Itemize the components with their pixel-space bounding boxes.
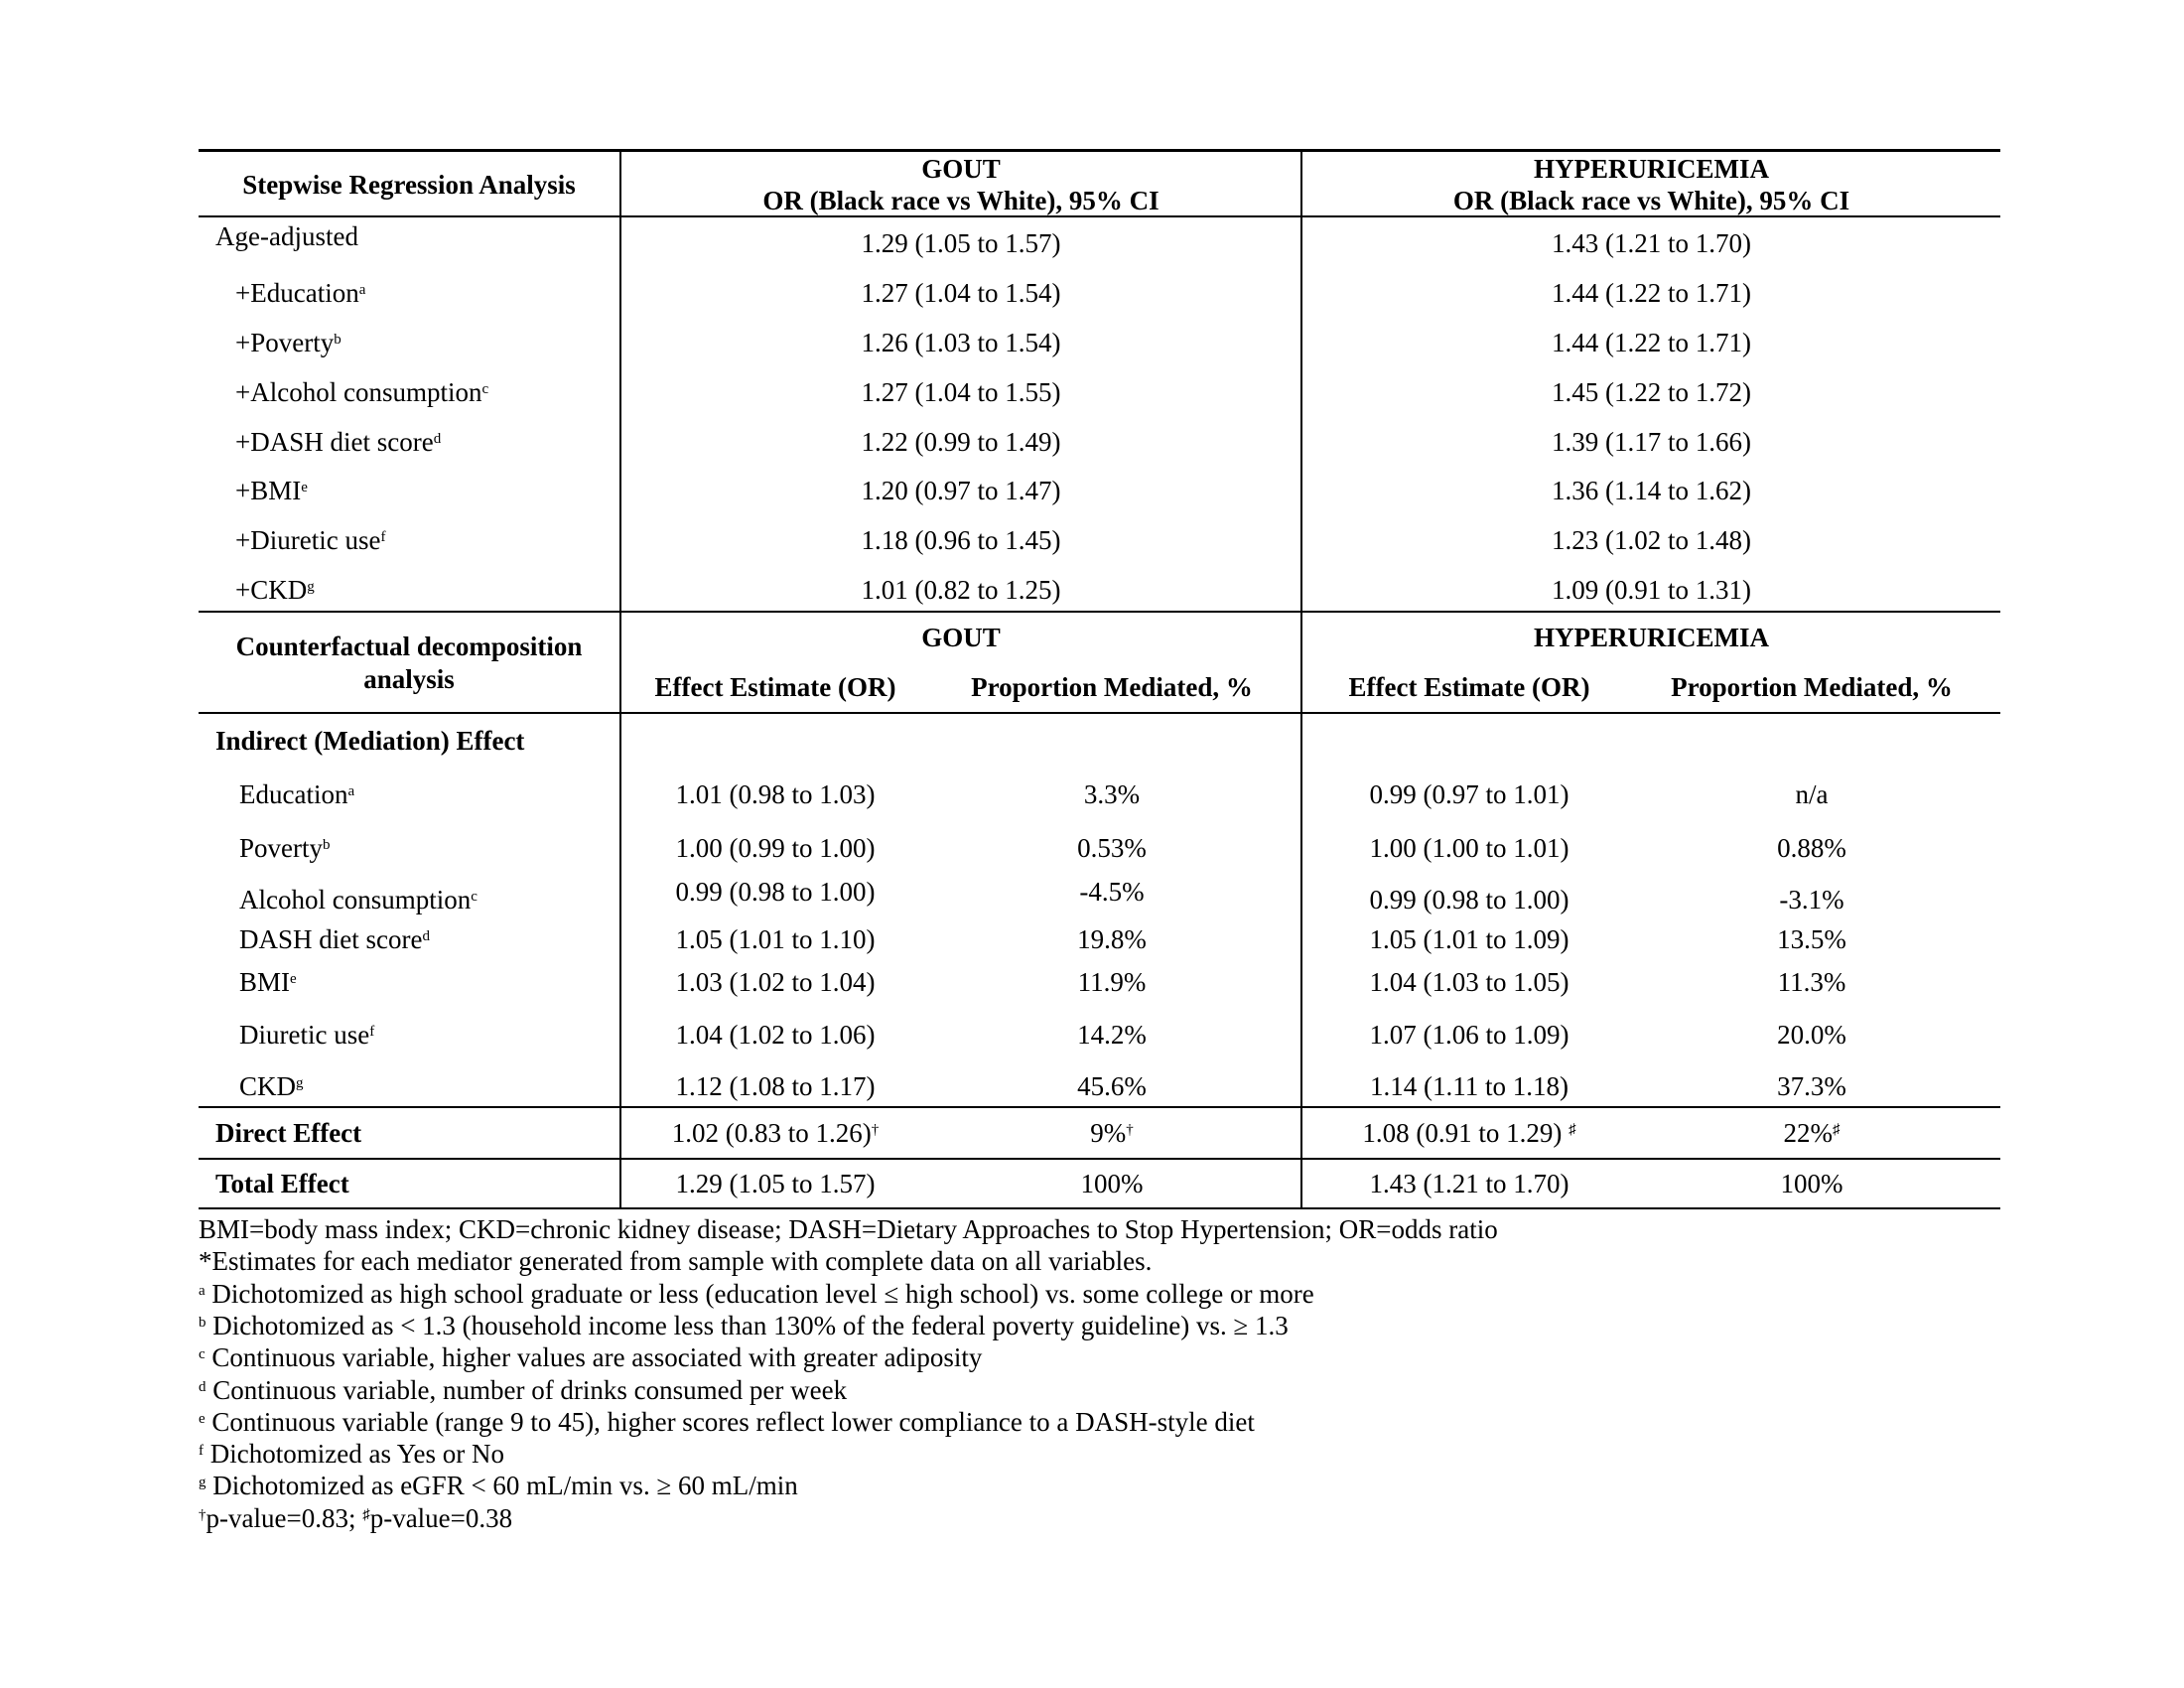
mediation-row-gout-est: 1.12 (1.08 to 1.17): [675, 1071, 876, 1101]
hyper-subtitle-1: OR (Black race vs White), 95% CI: [1452, 186, 1850, 215]
row-label-footnote-mark: c: [481, 381, 489, 397]
footnote-line: [199, 1245, 1152, 1277]
stepwise-row-label: [235, 524, 385, 556]
row-label-text: +Alcohol consumption: [235, 377, 482, 407]
stepwise-row-gout: 1.27 (1.04 to 1.55): [861, 377, 1061, 407]
rule-direct-top: [199, 1106, 2000, 1108]
stepwise-row-gout: 1.01 (0.82 to 1.25): [861, 575, 1061, 605]
mediation-row-label: [239, 832, 331, 864]
direct-gout-est-mark: †: [871, 1122, 880, 1138]
row-label-footnote-mark: e: [301, 480, 308, 495]
footnote-mark: c: [199, 1346, 205, 1363]
rule-top: [199, 149, 2000, 152]
stepwise-row-gout: 1.18 (0.96 to 1.45): [861, 525, 1061, 555]
footnote-text: *Estimates for each mediator generated from sample with complete data on all variables.: [199, 1246, 1153, 1277]
hyper-col-effect: Effect Estimate (OR): [1348, 672, 1590, 702]
footnote-text: Dichotomized as high school graduate or less (education level ≤ high school) vs. some college or more: [205, 1278, 1314, 1309]
stepwise-row-label: [235, 475, 308, 506]
footnote-mark: b: [199, 1314, 206, 1331]
indirect-effect-label: Indirect (Mediation) Effect: [215, 726, 525, 756]
mediation-row-hyper-prop: 37.3%: [1777, 1071, 1846, 1101]
counterfactual-header-line2: analysis: [363, 664, 455, 694]
footnote-line: [199, 1438, 504, 1470]
footnote-text: p-value=0.38: [369, 1502, 513, 1533]
total-hyper-prop: 100%: [1780, 1169, 1843, 1198]
row-label-footnote-mark: b: [334, 332, 341, 348]
mediation-row-hyper-est: 1.14 (1.11 to 1.18): [1370, 1071, 1569, 1101]
row-label-text: BMI: [239, 967, 291, 997]
row-label-text: CKD: [239, 1071, 297, 1101]
row-label-footnote-mark: d: [433, 431, 442, 447]
mediation-row-gout-est: 0.99 (0.98 to 1.00): [675, 877, 876, 907]
mediation-row-gout-prop: -4.5%: [1079, 877, 1145, 907]
mediation-row-hyper-est: 0.99 (0.98 to 1.00): [1369, 885, 1570, 914]
row-label-text: Education: [239, 779, 348, 809]
footnote-text: Continuous variable, higher values are associated with greater adiposity: [205, 1342, 983, 1373]
row-label-footnote-mark: f: [369, 1024, 375, 1040]
footnote-text: Continuous variable, number of drinks consumed per week: [205, 1374, 848, 1405]
direct-gout-est-value: 1.02 (0.83 to 1.26): [671, 1118, 872, 1148]
stepwise-row-gout: 1.29 (1.05 to 1.57): [861, 228, 1061, 258]
direct-hyper-est-mark: ♯: [1569, 1122, 1576, 1138]
mediation-row-gout-est: 1.04 (1.02 to 1.06): [675, 1020, 876, 1050]
hyper-title-1: HYPERURICEMIA: [1533, 154, 1769, 184]
row-label-footnote-mark: b: [323, 837, 331, 853]
mediation-row-gout-prop: 0.53%: [1077, 833, 1147, 863]
mediation-row-gout-prop: 3.3%: [1083, 779, 1141, 809]
mediation-row-label: [239, 1070, 304, 1102]
stepwise-row-hyper: 1.45 (1.22 to 1.72): [1552, 377, 1751, 407]
row-label-footnote-mark: g: [296, 1075, 304, 1091]
row-label-text: Poverty: [239, 833, 323, 863]
footnote-text: BMI=body mass index; CKD=chronic kidney disease; DASH=Dietary Approaches to Stop Hypertension; OR=odds ratio: [199, 1214, 1498, 1244]
direct-hyper-prop: [1643, 1117, 1980, 1149]
footnote-mark: d: [199, 1378, 206, 1395]
stepwise-row-hyper: 1.44 (1.22 to 1.71): [1552, 328, 1751, 357]
row-label-text: Alcohol consumption: [239, 885, 472, 914]
footnote-text: Dichotomized as < 1.3 (household income less than 130% of the federal poverty guideline) vs. ≥ 1.3: [205, 1310, 1289, 1340]
total-effect-label: Total Effect: [215, 1169, 349, 1198]
footnote-line: [199, 1470, 798, 1501]
mediation-row-hyper-prop: 13.5%: [1777, 924, 1846, 954]
stepwise-header: Stepwise Regression Analysis: [242, 170, 576, 200]
mediation-row-hyper-est: 1.07 (1.06 to 1.09): [1369, 1020, 1570, 1050]
mediation-row-gout-prop: 14.2%: [1077, 1020, 1147, 1050]
row-label-footnote-mark: g: [307, 579, 315, 595]
stepwise-row-hyper: 1.44 (1.22 to 1.71): [1552, 278, 1751, 308]
mediation-row-label: [239, 966, 297, 998]
total-gout-prop: 100%: [1080, 1169, 1144, 1198]
gout-subtitle-1: OR (Black race vs White), 95% CI: [762, 186, 1160, 215]
mediation-row-hyper-est: 1.00 (1.00 to 1.01): [1369, 833, 1570, 863]
mediation-row-gout-est: 1.00 (0.99 to 1.00): [675, 833, 876, 863]
mediation-row-hyper-prop: 0.88%: [1777, 833, 1846, 863]
rule-section-divider: [199, 611, 2000, 613]
row-label-text: DASH diet score: [239, 924, 423, 954]
row-label-text: +Education: [235, 278, 359, 308]
direct-hyper-est-value: 1.08 (0.91 to 1.29): [1362, 1118, 1563, 1148]
mediation-row-hyper-prop: n/a: [1795, 779, 1829, 809]
footnote-text: Dichotomized as Yes or No: [204, 1439, 504, 1470]
row-label-text: Age-adjusted: [215, 221, 358, 251]
mediation-row-gout-prop: 11.9%: [1077, 967, 1147, 997]
stepwise-row-hyper: 1.09 (0.91 to 1.31): [1552, 575, 1751, 605]
footnote-mark: f: [199, 1443, 204, 1460]
row-label-text: +BMI: [235, 476, 302, 505]
mediation-row-label: [239, 778, 354, 810]
mediation-row-gout-est: 1.01 (0.98 to 1.03): [675, 779, 876, 809]
direct-effect-label: Direct Effect: [215, 1118, 362, 1148]
mediation-row-gout-est: 1.05 (1.01 to 1.10): [675, 924, 876, 954]
row-label-footnote-mark: e: [290, 971, 297, 987]
row-label-text: +Poverty: [235, 328, 335, 357]
direct-hyper-est: [1310, 1117, 1628, 1149]
footnote-line: [199, 1278, 1314, 1310]
row-label-text: +DASH diet score: [235, 427, 434, 457]
gout-title-1: GOUT: [921, 154, 1001, 184]
row-label-footnote-mark: f: [380, 529, 386, 545]
mediation-row-hyper-prop: -3.1%: [1779, 885, 1844, 914]
row-label-footnote-mark: c: [471, 889, 478, 905]
direct-hyper-prop-value: 22%: [1783, 1118, 1833, 1148]
mediation-row-hyper-est: 0.99 (0.97 to 1.01): [1369, 779, 1570, 809]
footnote-mark: ♯: [362, 1506, 370, 1523]
hyper-col-prop: Proportion Mediated, %: [1671, 672, 1953, 702]
direct-gout-est: [621, 1117, 929, 1149]
gout-col-prop: Proportion Mediated, %: [971, 672, 1253, 702]
rule-total-top: [199, 1158, 2000, 1160]
footnote-line: [199, 1374, 847, 1406]
stepwise-row-gout: 1.27 (1.04 to 1.54): [861, 278, 1061, 308]
stepwise-row-gout: 1.20 (0.97 to 1.47): [861, 476, 1061, 505]
mediation-row-gout-est: 1.03 (1.02 to 1.04): [675, 967, 876, 997]
footnote-mark: g: [199, 1475, 206, 1491]
hyper-title-2: HYPERURICEMIA: [1533, 623, 1769, 652]
gout-title-2: GOUT: [921, 623, 1001, 652]
mediation-row-hyper-est: 1.05 (1.01 to 1.09): [1369, 924, 1570, 954]
direct-gout-prop-mark: †: [1126, 1122, 1134, 1138]
footnote-text: Continuous variable (range 9 to 45), higher scores reflect lower compliance to a DASH-style diet: [205, 1406, 1255, 1437]
mediation-row-gout-prop: 19.8%: [1077, 924, 1147, 954]
total-gout-est: 1.29 (1.05 to 1.57): [675, 1169, 876, 1198]
footnote-mark: e: [199, 1410, 205, 1427]
stepwise-row-label: [215, 220, 358, 252]
footnote-mark: a: [199, 1282, 205, 1299]
stepwise-row-hyper: 1.43 (1.21 to 1.70): [1552, 228, 1751, 258]
stepwise-row-hyper: 1.36 (1.14 to 1.62): [1552, 476, 1751, 505]
mediation-row-label: [239, 1019, 374, 1051]
rule-header2-bottom: [199, 712, 2000, 714]
total-hyper-est: 1.43 (1.21 to 1.70): [1369, 1169, 1570, 1198]
row-label-footnote-mark: a: [347, 783, 355, 799]
row-label-text: Diuretic use: [239, 1020, 370, 1050]
gout-col-effect: Effect Estimate (OR): [654, 672, 896, 702]
direct-gout-prop: [943, 1117, 1281, 1149]
row-label-text: +Diuretic use: [235, 525, 381, 555]
mediation-row-gout-prop: 45.6%: [1077, 1071, 1147, 1101]
stepwise-row-label: [235, 376, 488, 408]
mediation-row-hyper-prop: 11.3%: [1777, 967, 1846, 997]
footnote-mark: †: [199, 1506, 206, 1523]
mediation-row-hyper-est: 1.04 (1.03 to 1.05): [1369, 967, 1570, 997]
row-label-footnote-mark: a: [358, 282, 366, 298]
counterfactual-header-line1: Counterfactual decomposition: [235, 632, 583, 661]
stepwise-row-hyper: 1.23 (1.02 to 1.48): [1552, 525, 1751, 555]
direct-gout-prop-value: 9%: [1090, 1118, 1127, 1148]
footnote-line: [199, 1341, 982, 1373]
footnote-line: [199, 1502, 512, 1534]
mediation-row-label: [239, 923, 430, 955]
stepwise-row-hyper: 1.39 (1.17 to 1.66): [1552, 427, 1751, 457]
mediation-row-label: [239, 884, 478, 915]
stepwise-row-label: [235, 277, 365, 309]
row-label-text: +CKD: [235, 575, 308, 605]
footnote-line: [199, 1406, 1255, 1438]
stepwise-row-label: [235, 574, 315, 606]
stepwise-row-gout: 1.26 (1.03 to 1.54): [861, 328, 1061, 357]
footnote-line: [199, 1213, 1498, 1245]
footnote-text: p-value=0.83;: [205, 1502, 363, 1533]
direct-hyper-prop-mark: ♯: [1833, 1122, 1841, 1138]
row-label-footnote-mark: d: [422, 928, 430, 944]
stepwise-row-label: [235, 327, 341, 358]
footnote-text: Dichotomized as eGFR < 60 mL/min vs. ≥ 60 mL/min: [205, 1471, 798, 1501]
stepwise-row-label: [235, 426, 441, 458]
stepwise-row-gout: 1.22 (0.99 to 1.49): [861, 427, 1061, 457]
rule-bottom: [199, 1207, 2000, 1209]
mediation-row-hyper-prop: 20.0%: [1777, 1020, 1846, 1050]
footnote-line: [199, 1310, 1289, 1341]
